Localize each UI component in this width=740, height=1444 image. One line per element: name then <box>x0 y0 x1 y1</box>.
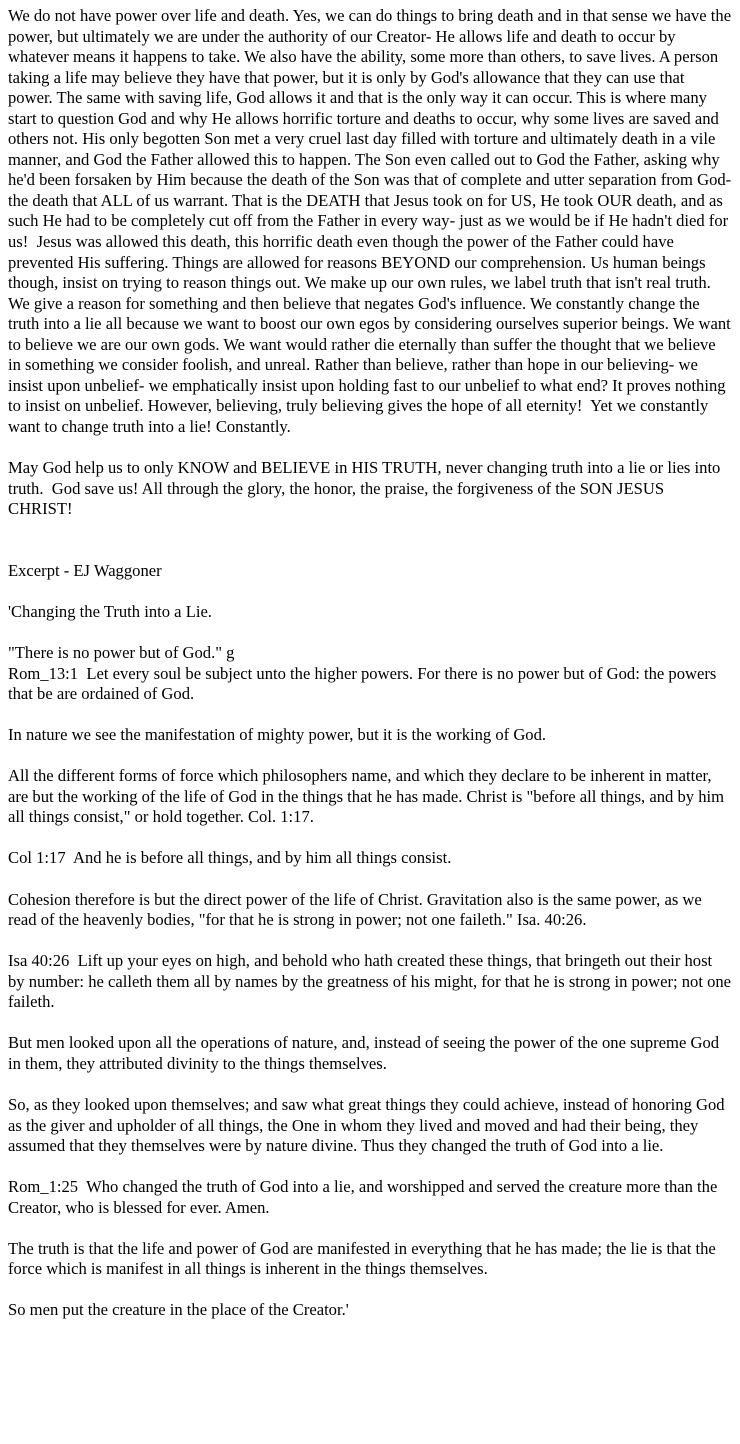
paragraph-forces: All the different forms of force which philosophers name, and which they declare to be inherent in matter, are but the working of the life of God in the things that he has made. Christ is "before all things, and by him all things consist," or hold together. Col. 1:17. <box>8 766 729 827</box>
paragraph-nature: In nature we see the manifestation of mighty power, but it is the working of God. <box>8 725 547 745</box>
paragraph-truth: The truth is that the life and power of God are manifested in everything that he has made; the lie is that the force which is manifest in all things is inherent in the things themselves. <box>8 1238 720 1279</box>
paragraph-life-and-death: We do not have power over life and death. Yes, we can do things to bring death and in that sense we have the power, but ultimately we are under the authority of our Creator- He allows life and death to occur by whatever means it happens to take. We also have the ability, some more than others, to save lives. A person taking a life may believe they have that power, but it is only by God's allowance that they can use that power. The same with saving life, God allows it and that is the only way it can occur. This is where many start to question God and why He allows horrific torture and deaths to occur, why some lives are saved and others not. His only begotten Son met a very cruel last day filled with torture and ultimately death in a vile manner, and God the Father allowed this to happen. The Son even called out to God the Father, asking why he'd been forsaken by Him because the death of the Son was that of complete and utter separation from God- the death that ALL of us warrant. That is the DEATH that Jesus took on for US, He took OUR death, and as such He had to be completely cut off from the Father in every way- just as we would be if He hadn't died for us! Jesus was allowed this death, this horrific death even though the power of the Father could have prevented His suffering. Things are allowed for reasons BEYOND our comprehension. Us human beings though, insist on trying to reason things out. We make up our own rules, we label truth that isn't real truth. We give a reason for something and then believe that negates God's influence. We constantly change the truth into a lie all because we want to boost our own egos by considering ourselves superior beings. We want to believe we are our own gods. We want would rather die eternally than suffer the thought that we believe in something we consider foolish, and unreal. Rather than believe, rather than hope in our believing- we insist upon unbelief- we emphatically insist upon holding fast to our unbelief to what end? It proves nothing to insist on unbelief. However, believing, truly believing gives the hope of all eternity! Yet we constantly want to change truth into a lie! Constantly. <box>8 6 736 436</box>
paragraph-cohesion: Cohesion therefore is but the direct power of the life of Christ. Gravitation also is the same power, as we read of the heavenly bodies, "for that he is strong in power; not one faileth." Isa. 40:26. <box>8 889 706 930</box>
quote-line: "There is no power but of God." g <box>8 642 235 662</box>
excerpt-heading: Excerpt - EJ Waggoner <box>8 560 162 580</box>
paragraph-prayer: May God help us to only KNOW and BELIEVE in HIS TRUTH, never changing truth into a lie or lies into truth. God save us! All through the glory, the honor, the praise, the forgiveness of the SON JESUS CHRIST! <box>8 458 725 519</box>
blank-line <box>8 540 732 561</box>
paragraph-men-looked: But men looked upon all the operations of nature, and, instead of seeing the power of the one supreme God in them, they attributed divinity to the things themselves. <box>8 1033 724 1073</box>
paragraph-so: So, as they looked upon themselves; and saw what great things they could achieve, instead of honoring God as the giver and upholder of all things, the One in whom they lived and moved and had their being, they assumed that they themselves were by nature divine. Thus they changed the truth of God into a lie. <box>8 1094 729 1156</box>
paragraph-closing: So men put the creature in the place of the Creator.' <box>8 1300 349 1320</box>
verse-col-1-17: Col 1:17 And he is before all things, and by him all things consist. <box>8 848 452 868</box>
verse-rom-13-1: Rom_13:1 Let every soul be subject unto the higher powers. For there is no power but of God: the powers that be are ordained of God. <box>8 663 721 704</box>
verse-rom-1-25: Rom_1:25 Who changed the truth of God into a lie, and worshipped and served the creature more than the Creator, who is blessed for ever. Amen. <box>8 1177 722 1217</box>
document-body <box>8 6 736 1321</box>
excerpt-title: 'Changing the Truth into a Lie. <box>8 601 212 621</box>
verse-isa-40-26: Isa 40:26 Lift up your eyes on high, and behold who hath created these things, that bringeth out their host by number: he calleth them all by names by the greatness of his might, for that he is strong in power; not one faileth. <box>8 951 736 1012</box>
